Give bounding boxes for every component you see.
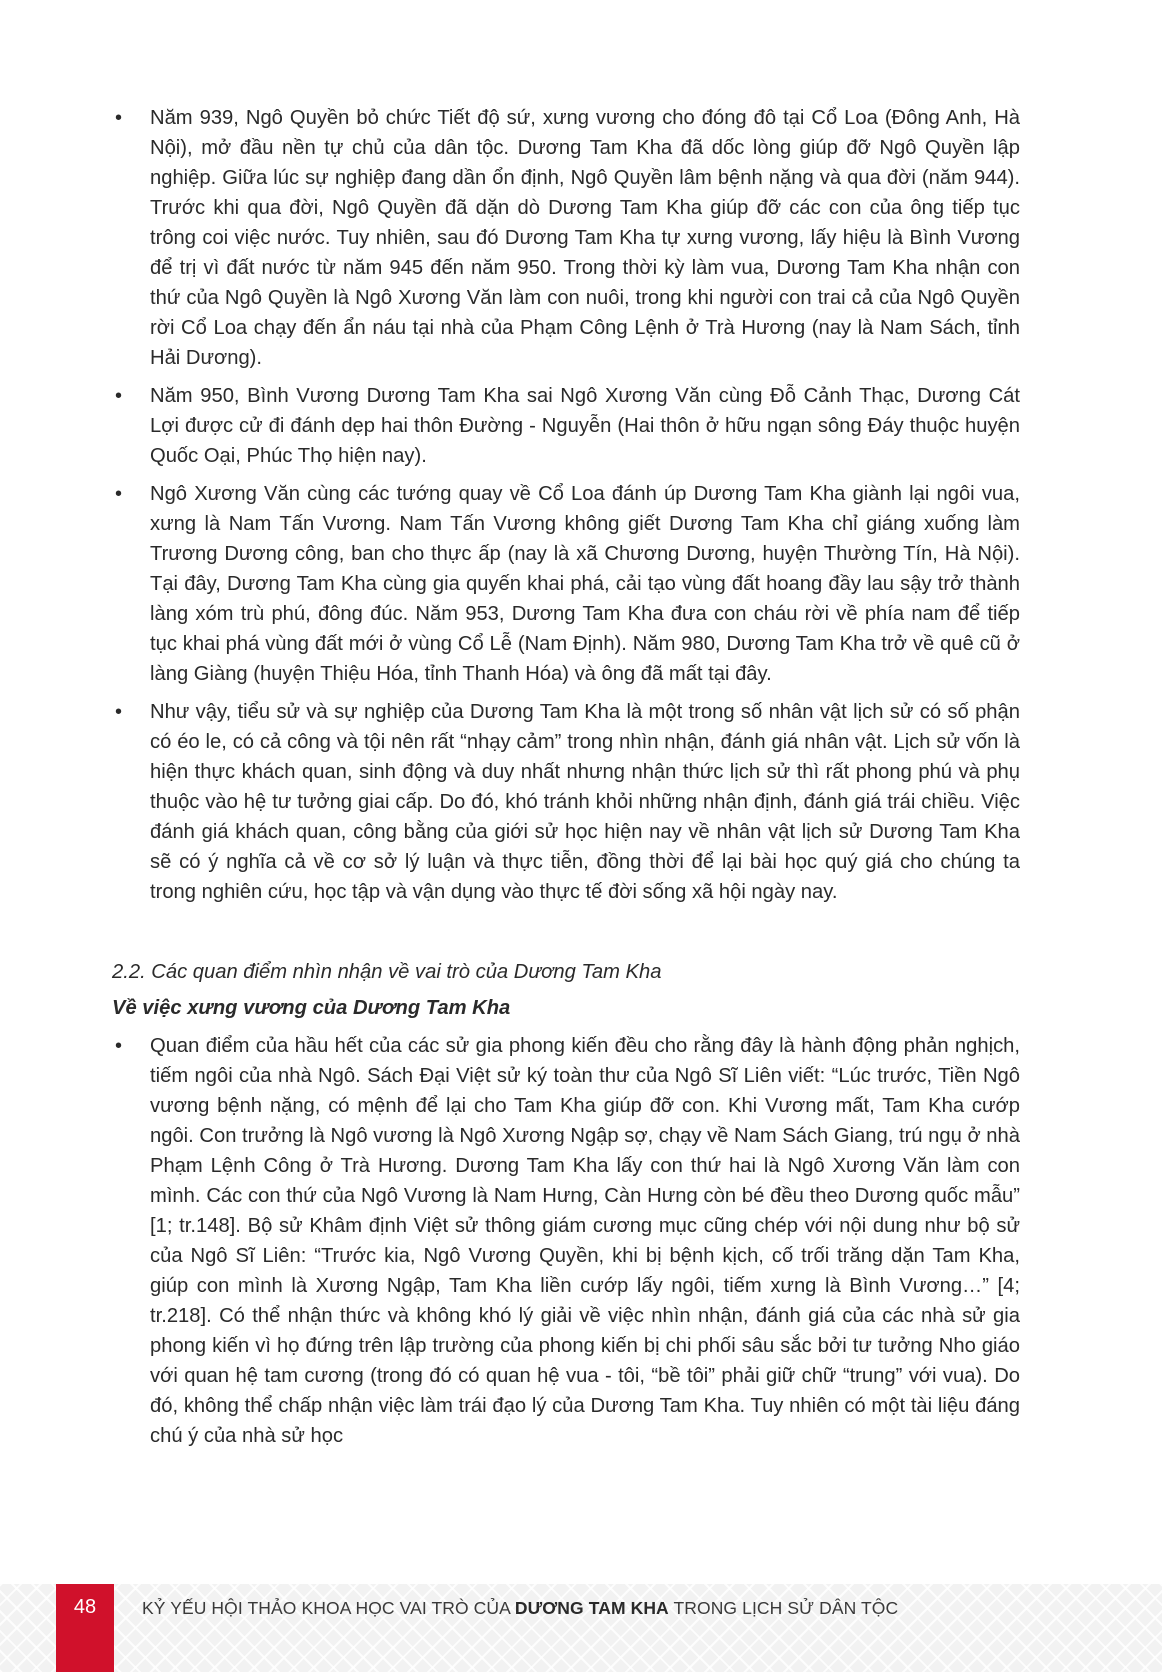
- document-body: [112, 103, 1020, 1459]
- bullet-icon: •: [115, 107, 123, 129]
- list-item: [112, 103, 1020, 373]
- page-number: 48: [56, 1584, 114, 1672]
- paragraph-text: Năm 939, Ngô Quyền bỏ chức Tiết độ sứ, xưng vương cho đóng đô tại Cổ Loa (Đông Anh, Hà Nội), mở đầu nền tự chủ của dân tộc. Dương Tam Kha đã dốc lòng giúp đỡ Ngô Quyền lập nghiệp. Giữa lúc sự nghiệp đang dần ổn định, Ngô Quyền lâm bệnh nặng và qua đời (năm 944). Trước khi qua đời, Ngô Quyền đã dặn dò Dương Tam Kha giúp đỡ các con của ông tiếp tục trông coi việc nước. Tuy nhiên, sau đó Dương Tam Kha tự xưng vương, lấy hiệu là Bình Vương để trị vì đất nước từ năm 945 đến năm 950. Trong thời kỳ làm vua, Dương Tam Kha nhận con thứ của Ngô Quyền là Ngô Xương Văn làm con nuôi, trong khi người con trai cả của Ngô Quyền rời Cổ Loa chạy đến ẩn náu tại nhà của Phạm Công Lệnh ở Trà Hương (nay là Nam Sách, tỉnh Hải Dương).: [150, 107, 1020, 369]
- footer-text-prefix: KỶ YẾU HỘI THẢO KHOA HỌC VAI TRÒ CỦA: [142, 1598, 515, 1618]
- list-item: [112, 381, 1020, 471]
- paragraph-text: Quan điểm của hầu hết của các sử gia phong kiến đều cho rằng đây là hành động phản nghịch, tiếm ngôi của nhà Ngô. Sách Đại Việt sử ký toàn thư của Ngô Sĩ Liên viết: “Lúc trước, Tiền Ngô vương bệnh nặng, có mệnh để lại cho Tam Kha giúp đỡ con. Khi Vương mất, Tam Kha cướp ngôi. Con trưởng là Ngô vương là Ngô Xương Ngập sợ, chạy về Nam Sách Giang, trú ngụ ở nhà Phạm Lệnh Công ở Trà Hương. Dương Tam Kha lấy con thứ hai là Ngô Xương Văn làm con mình. Các con thứ của Ngô Vương là Nam Hưng, Càn Hưng còn bé đều theo Dương quốc mẫu” [1; tr.148]. Bộ sử Khâm định Việt sử thông giám cương mục cũng chép với nội dung như bộ sử của Ngô Sĩ Liên: “Trước kia, Ngô Vương Quyền, khi bị bệnh kịch, cố trối trăng dặn Tam Kha, giúp con mình là Xương Ngập, Tam Kha liền cướp lấy ngôi, tiếm xưng là Bình Vương…” [4; tr.218]. Có thể nhận thức và không khó lý giải về việc nhìn nhận, đánh giá của các nhà sử gia phong kiến vì họ đứng trên lập trường của phong kiến bị chi phối sâu sắc bởi tư tưởng Nho giáo với quan hệ tam cương (trong đó có quan hệ vua - tôi, “bề tôi” phải giữ chữ “trung” với vua). Do đó, không thể chấp nhận việc làm trái đạo lý của Dương Tam Kha. Tuy nhiên có một tài liệu đáng chú ý của nhà sử học: [150, 1035, 1020, 1447]
- running-footer-title: [142, 1598, 898, 1619]
- paragraph-text: Ngô Xương Văn cùng các tướng quay về Cổ Loa đánh úp Dương Tam Kha giành lại ngôi vua, xưng là Nam Tấn Vương. Nam Tấn Vương không giết Dương Tam Kha chỉ giáng xuống làm Trương Dương công, ban cho thực ấp (nay là xã Chương Dương, huyện Thường Tín, Hà Nội). Tại đây, Dương Tam Kha cùng gia quyến khai phá, cải tạo vùng đất hoang đầy lau sậy trở thành làng xóm trù phú, đông đúc. Năm 953, Dương Tam Kha đưa con cháu rời về phía nam để tiếp tục khai phá vùng đất mới ở vùng Cổ Lễ (Nam Định). Năm 980, Dương Tam Kha trở về quê cũ ở làng Giàng (huyện Thiệu Hóa, tỉnh Thanh Hóa) và ông đã mất tại đây.: [150, 483, 1020, 685]
- bullet-icon: •: [115, 385, 123, 407]
- page-footer: [0, 1584, 1162, 1672]
- list-item: [112, 1031, 1020, 1451]
- bullet-icon: •: [115, 483, 123, 505]
- list-item: [112, 479, 1020, 689]
- footer-text-suffix: TRONG LỊCH SỬ DÂN TỘC: [668, 1598, 899, 1618]
- section-heading: 2.2. Các quan điểm nhìn nhận về vai trò của Dương Tam Kha: [112, 961, 662, 983]
- bullet-list-top: [112, 103, 1020, 907]
- paragraph-text: Năm 950, Bình Vương Dương Tam Kha sai Ngô Xương Văn cùng Đỗ Cảnh Thạc, Dương Cát Lợi được cử đi đánh dẹp hai thôn Đường - Nguyễn (Hai thôn ở hữu ngạn sông Đáy thuộc huyện Quốc Oại, Phúc Thọ hiện nay).: [150, 385, 1020, 467]
- bullet-list-bottom: [112, 1031, 1020, 1451]
- bullet-icon: •: [115, 1035, 123, 1057]
- list-item: [112, 697, 1020, 907]
- footer-text-bold: DƯƠNG TAM KHA: [514, 1598, 669, 1618]
- paragraph-text: Như vậy, tiểu sử và sự nghiệp của Dương Tam Kha là một trong số nhân vật lịch sử có số phận có éo le, có cả công và tội nên rất “nhạy cảm” trong nhìn nhận, đánh giá nhân vật. Lịch sử vốn là hiện thực khách quan, sinh động và duy nhất nhưng nhận thức lịch sử thì rất phong phú và phụ thuộc vào hệ tư tưởng giai cấp. Do đó, khó tránh khỏi những nhận định, đánh giá trái chiều. Việc đánh giá khách quan, công bằng của giới sử học hiện nay về nhân vật lịch sử Dương Tam Kha sẽ có ý nghĩa cả về cơ sở lý luận và thực tiễn, đồng thời để lại bài học quý giá cho chúng ta trong nghiên cứu, học tập và vận dụng vào thực tế đời sống xã hội ngày nay.: [150, 701, 1020, 903]
- bullet-icon: •: [115, 701, 123, 723]
- subheading: Về việc xưng vương của Dương Tam Kha: [112, 997, 511, 1019]
